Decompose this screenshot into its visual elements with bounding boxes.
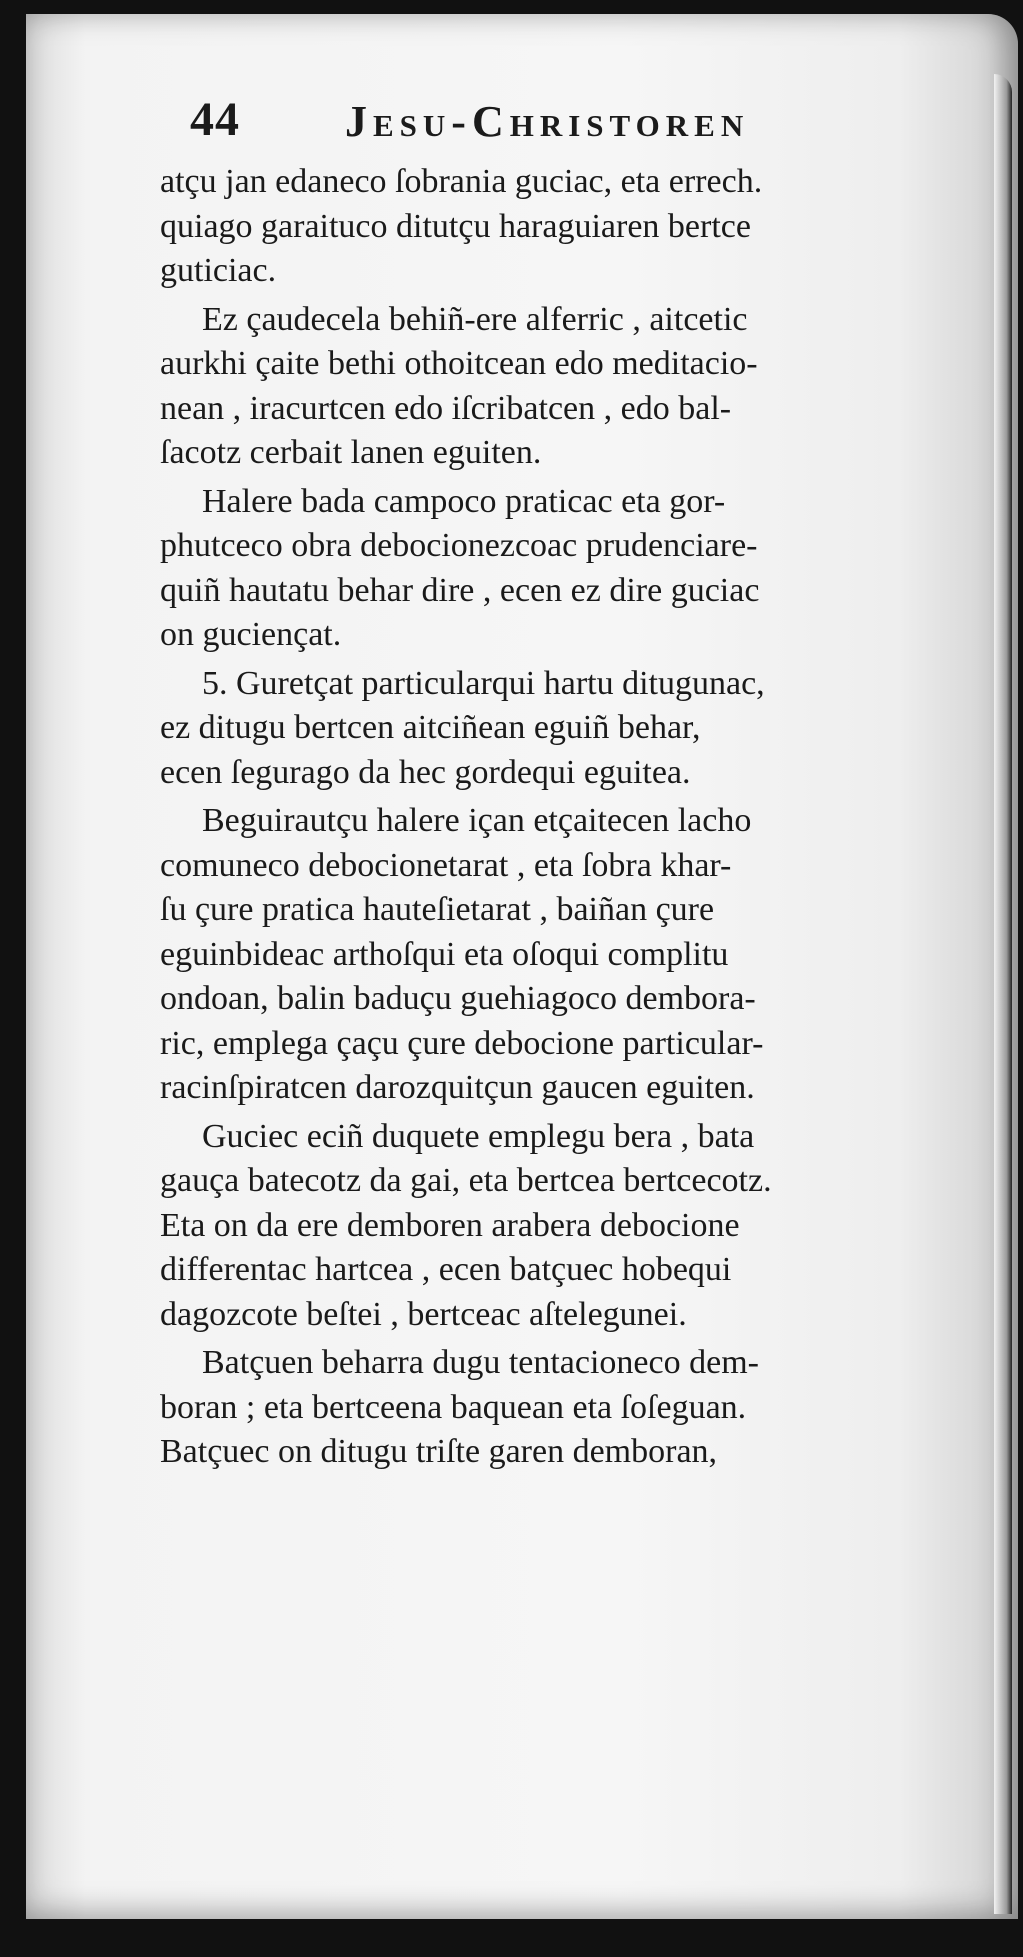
paragraph-5 (160, 799, 990, 1111)
text-line: differentac hartcea , ecen batçuec hobequi (160, 1251, 732, 1288)
text-line: aurkhi çaite bethi othoitcean edo meditacio- (160, 345, 758, 382)
text-line: quiago garaituco ditutçu haraguiaren bertce (160, 207, 751, 245)
text-line: atçu jan edaneco ſobrania guciac, eta errech. (160, 163, 763, 200)
paragraph-2 (160, 298, 990, 476)
text-line: ſacotz cerbait lanen eguiten. (160, 434, 542, 471)
text-line: quiñ hautatu behar dire , ecen ez dire guciac (160, 571, 760, 609)
text-line: Batçuen beharra dugu tentacioneco dem- (202, 1344, 759, 1381)
body-text (160, 160, 990, 1475)
text-line: boran ; eta bertceena baquean eta ſoſeguan. (160, 1388, 747, 1426)
text-line: comuneco debocionetarat , eta ſobra khar- (160, 846, 732, 884)
text-line: guticiac. (160, 252, 277, 289)
text-line: gauça batecotz da gai, eta bertcea bertcecotz. (160, 1162, 772, 1199)
page-edge (994, 74, 1012, 1914)
text-line: ecen ſegurago da hec gordequi eguitea. (160, 753, 691, 791)
text-line: Halere bada campoco praticac eta gor- (202, 482, 726, 520)
paragraph-7 (160, 1341, 990, 1475)
text-line: ondoan, balin baduçu guehiagoco demborа- (160, 980, 756, 1017)
text-line: eguinbideac arthoſqui eta oſoqui complitu (160, 935, 729, 973)
text-line: on guciençat. (160, 616, 342, 653)
text-line: nean , iracurtcen edo iſcribatcen , edo bal- (160, 389, 732, 427)
paragraph-4 (160, 662, 990, 796)
page-number: 44 (190, 93, 240, 146)
text-line: 5. Guretçat particularqui hartu ditugunac, (202, 664, 765, 702)
paragraph-3 (160, 480, 990, 658)
text-line: Eta on da ere demboren arabera debocione (160, 1206, 740, 1244)
text-line: Guciec eciñ duquete emplegu bera , bata (202, 1117, 755, 1155)
text-line: ric, emplega çaçu çure debocione particular- (160, 1024, 764, 1062)
text-line: Batçuec on ditugu triſte garen demboran, (160, 1433, 718, 1470)
text-line: dagozcote beſtei , bertceac aſtelegunei. (160, 1295, 687, 1333)
text-line: ſu çure pratica hauteſietarat , baiñan çure (160, 891, 715, 928)
paragraph-1 (160, 160, 990, 294)
page-header (190, 92, 930, 162)
text-line: ez ditugu bertcen aitciñean eguiñ behar, (160, 709, 701, 746)
running-head: Jesu-Christoren (345, 97, 750, 146)
paragraph-6 (160, 1115, 990, 1338)
text-line: Beguirautçu halere içan etçaitecen lacho (202, 802, 752, 839)
text-line: Ez çaudecela behiñ-ere alferric , aitcetic (202, 300, 748, 338)
text-line: phutceco obra debocionezcoac prudenciare- (160, 527, 758, 564)
text-line: racinſpiratcen darozquitçun gaucen eguiten. (160, 1069, 755, 1106)
